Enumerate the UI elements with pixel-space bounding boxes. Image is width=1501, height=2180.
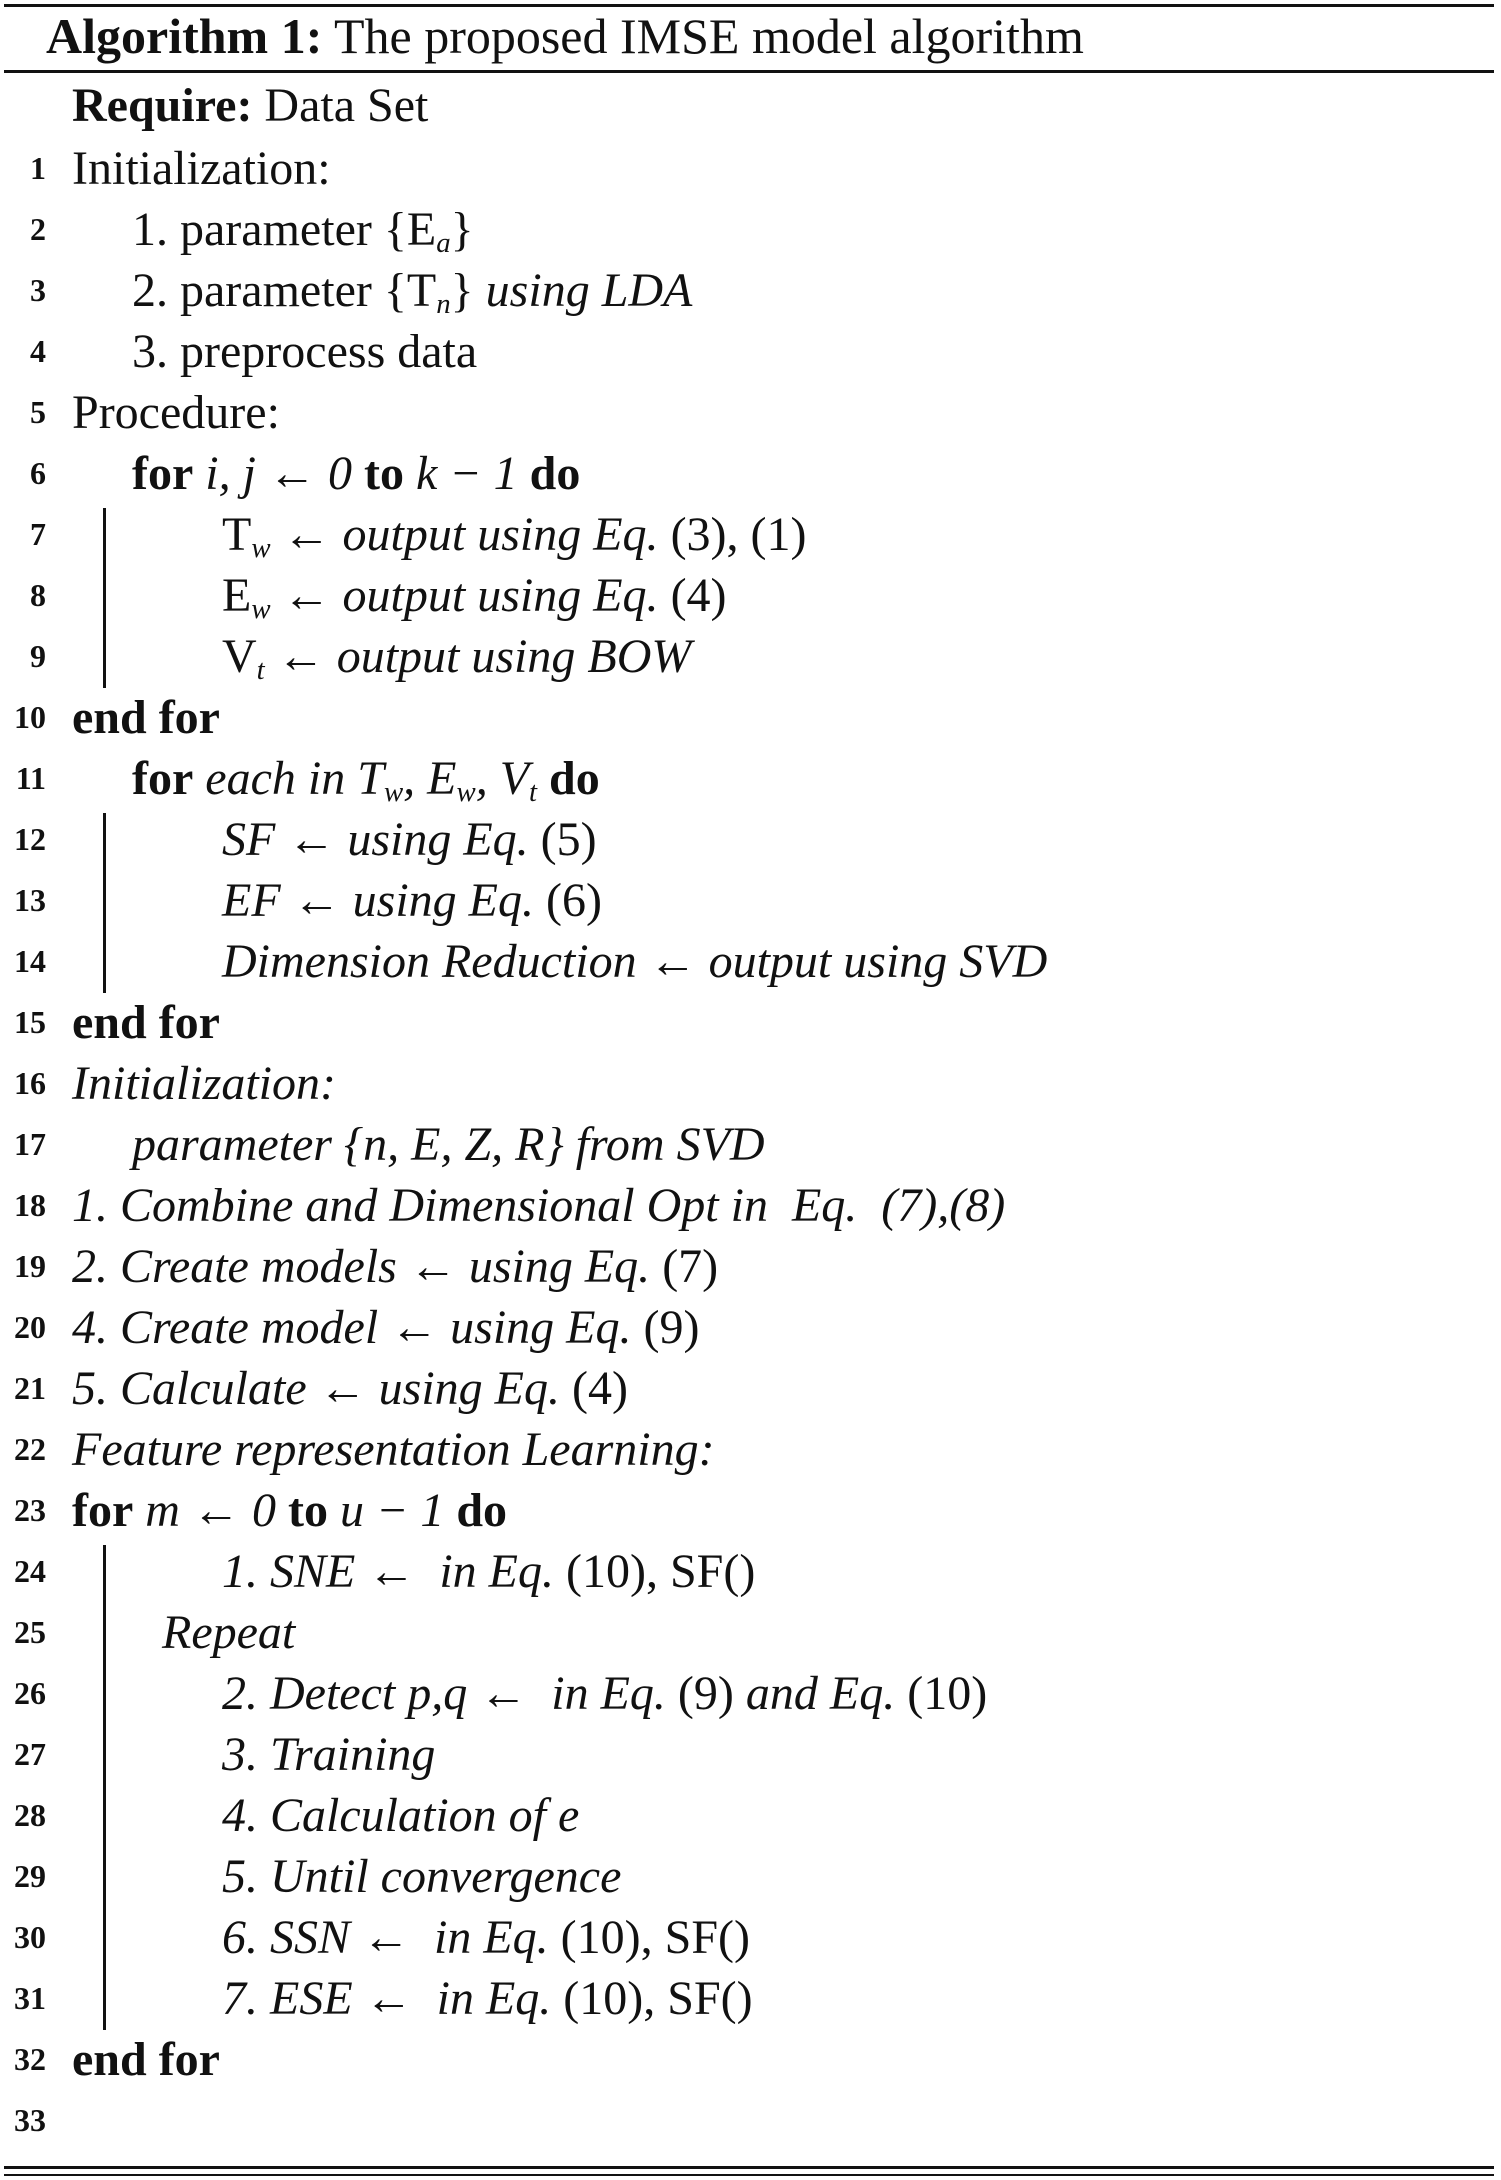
line-number: 30: [14, 1919, 46, 1955]
line-text: Dimension Reduction ← output using SVD: [222, 935, 1048, 988]
caption-rule: [4, 70, 1494, 73]
line-number: 1: [30, 150, 46, 186]
loop-bar-2: [103, 813, 106, 993]
line-text: Repeat: [162, 1606, 296, 1659]
line-text: 4. Calculation of e: [222, 1789, 580, 1842]
line-number: 14: [14, 943, 46, 979]
line-text: Initialization:: [72, 1057, 336, 1110]
line-number: 10: [14, 699, 46, 735]
line-text: 3. Training: [222, 1728, 436, 1781]
line-number: 24: [14, 1553, 46, 1589]
require-keyword: Require:: [72, 79, 253, 132]
caption-title: The proposed IMSE model algorithm: [333, 8, 1084, 64]
line-text: SF ← using Eq. (5): [222, 813, 597, 866]
line-text: $T_w$ ← output using Eq. (3), (1): [222, 508, 807, 565]
bottom-rule: [4, 2166, 1494, 2169]
line-text: 2. Create models ← using Eq. (7): [72, 1240, 719, 1293]
line-number: 33: [14, 2102, 46, 2138]
line-text: 7. ESE ← in Eq. (10), SF(): [222, 1972, 753, 2025]
line-text: Feature representation Learning:: [72, 1423, 715, 1476]
loop-bar-1: [103, 508, 106, 688]
line-number: 4: [30, 333, 46, 369]
line-text: $V_t$ ← output using BOW: [222, 630, 692, 687]
line-number: 27: [14, 1736, 46, 1772]
line-number: 9: [30, 638, 46, 674]
line-number: 16: [14, 1065, 46, 1101]
line-text: 1. parameter $\{E_a\}$: [132, 203, 474, 260]
line-number: 23: [14, 1492, 46, 1528]
line-text: parameter {n, E, Z, R} from SVD: [132, 1118, 765, 1171]
loop-bar-3: [103, 1545, 106, 2030]
line-number: 19: [14, 1248, 46, 1284]
line-text: Initialization:: [72, 142, 331, 195]
line-number: 18: [14, 1187, 46, 1223]
require-line: [72, 76, 428, 136]
line-text: end for: [72, 2033, 220, 2086]
caption-label: Algorithm 1:: [46, 8, 323, 64]
line-number: 3: [30, 272, 46, 308]
line-number: 13: [14, 882, 46, 918]
line-number: 21: [14, 1370, 46, 1406]
line-number: 32: [14, 2041, 46, 2077]
line-number: 5: [30, 394, 46, 430]
line-text: 3. preprocess data: [132, 325, 478, 378]
line-number: 12: [14, 821, 46, 857]
line-number: 31: [14, 1980, 46, 2016]
algorithm-caption: [46, 0, 1084, 70]
line-number: 29: [14, 1858, 46, 1894]
line-text: 5. Calculate ← using Eq. (4): [72, 1362, 628, 1415]
line-text: 1. SNE ← in Eq. (10), SF(): [222, 1545, 756, 1598]
line-text: 2. parameter $\{T_n\}$ using LDA: [132, 264, 693, 321]
line-text: for each in $T_w$, $E_w$, $V_t$ do: [132, 752, 600, 809]
line-text: EF ← using Eq. (6): [222, 874, 602, 927]
bottom-rule-2: [4, 2174, 1494, 2176]
line-text: 1. Combine and Dimensional Opt in Eq. (7),(8): [72, 1179, 1006, 1232]
line-text: for m ← 0 to u − 1 do: [72, 1484, 508, 1537]
line-number: 6: [30, 455, 46, 491]
line-number: 2: [30, 211, 46, 247]
line-number: 22: [14, 1431, 46, 1467]
line-text: end for: [72, 691, 220, 744]
line-number: 26: [14, 1675, 46, 1711]
line-text: Procedure:: [72, 386, 280, 439]
line-text: 2. Detect p,q ← in Eq. (9) and Eq. (10): [222, 1667, 988, 1720]
line-number: 17: [14, 1126, 46, 1162]
line-number: 15: [14, 1004, 46, 1040]
line-text: for i, j ← 0 to k − 1 do: [132, 447, 581, 500]
line-number: 25: [14, 1614, 46, 1650]
line-number: 28: [14, 1797, 46, 1833]
line-number: 20: [14, 1309, 46, 1345]
require-text: Data Set: [264, 79, 429, 132]
line-text: $E_w$ ← output using Eq. (4): [222, 569, 727, 626]
line-text: 5. Until convergence: [222, 1850, 622, 1903]
line-number: 8: [30, 577, 46, 613]
line-number: 11: [15, 760, 46, 796]
line-number: 7: [30, 516, 46, 552]
line-text: 4. Create model ← using Eq. (9): [72, 1301, 700, 1354]
line-text: 6. SSN ← in Eq. (10), SF(): [222, 1911, 750, 1964]
line-text: end for: [72, 996, 220, 1049]
